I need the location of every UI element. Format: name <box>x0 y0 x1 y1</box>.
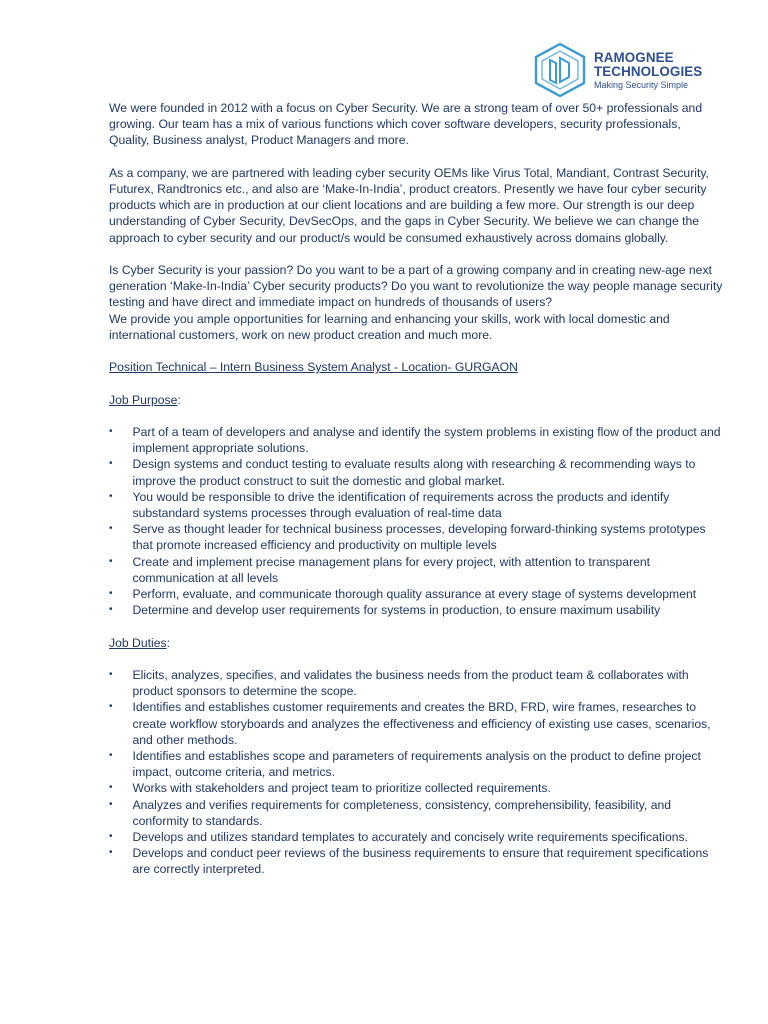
list-item <box>109 699 724 748</box>
list-item-text: Identifies and establishes customer requirements and creates the BRD, FRD, wire frames, researches to create workflow storyboards and analyzes the effectiveness and efficiency of existing use cases, scenarios, and other methods. <box>132 700 711 747</box>
bullet-icon: • <box>109 782 113 794</box>
list-item <box>109 456 724 488</box>
bullet-icon: • <box>109 425 113 437</box>
logo-name-line-2: TECHNOLOGIES <box>594 64 703 79</box>
bullet-icon: • <box>109 847 113 859</box>
job-duties-list <box>109 667 724 878</box>
list-item <box>109 845 724 877</box>
document-body <box>109 100 724 894</box>
intro-paragraph-2: As a company, we are partnered with leading cyber security OEMs like Virus Total, Mandiant, Contrast Security, Futurex, Randtronics etc., and also are ‘Make-In-India’, product creators. Presently we have four cyber security products which are in production at our client locations and are building a few more. Our strength is our deep understanding of Cyber Security, DevSecOps, and the gaps in Cyber Security. We believe we can change the approach to cyber security and our product/s would be consumed exhaustively across domains globally. <box>109 165 709 245</box>
bullet-icon: • <box>109 798 113 810</box>
list-item <box>109 797 724 829</box>
bullet-icon: • <box>109 701 113 713</box>
logo-tagline: Making Security Simple <box>594 80 689 90</box>
list-item <box>109 554 724 586</box>
list-item-text: Design systems and conduct testing to evaluate results along with researching & recommending ways to improve the product construct to suit the domestic and global market. <box>132 457 696 488</box>
list-item-text: Perform, evaluate, and communicate thorough quality assurance at every stage of systems development <box>132 587 697 602</box>
list-item <box>109 586 724 602</box>
list-item-text: Part of a team of developers and analyse and identify the system problems in existing flow of the product and implement appropriate solutions. <box>132 424 721 456</box>
bullet-icon: • <box>109 831 113 843</box>
bullet-icon: • <box>109 458 113 470</box>
list-item <box>109 780 724 796</box>
list-item-text: You would be responsible to drive the identification of requirements across the products and identify substandard systems processes through evaluation of real-time data <box>132 489 670 520</box>
bullet-icon: • <box>109 669 113 680</box>
list-item-text: Develops and conduct peer reviews of the business requirements to ensure that requirement specifications are correctly interpreted. <box>132 846 709 877</box>
position-title-text: Position Technical – Intern Business System Analyst - Location- GURGAON <box>109 360 518 375</box>
logo-wordmark <box>594 51 734 91</box>
bullet-icon: • <box>109 490 113 502</box>
intro-paragraph-3: Is Cyber Security is your passion? Do you want to be a part of a growing company and in creating new-age next generation ‘Make-In-India’ Cyber security products? Do you want to revolutionize the way people manage security testing and have direct and immediate impact on hundreds of thousands of users? <box>109 263 723 310</box>
job-purpose-heading-text: Job Purpose <box>109 392 178 407</box>
list-item-text: Develops and utilizes standard templates to accurately and concisely write requirements specifications. <box>132 830 688 845</box>
list-item-text: Serve as thought leader for technical business processes, developing forward-thinking systems prototypes that promote increased efficiency and productivity on multiple levels <box>132 522 706 553</box>
bullet-icon: • <box>109 555 113 567</box>
list-item <box>109 489 724 521</box>
ramognee-hexagon-logo-icon <box>533 42 587 98</box>
job-duties-colon: : <box>166 635 170 650</box>
list-item <box>109 667 724 699</box>
job-duties-heading <box>109 635 724 651</box>
intro-paragraph-4: We provide you ample opportunities for learning and enhancing your skills, work with local domestic and international customers, work on new product creation and much more. <box>109 311 670 342</box>
list-item-text: Elicits, analyzes, specifies, and validates the business needs from the product team & collaborates with product sponsors to determine the scope. <box>132 668 689 699</box>
list-item <box>109 829 724 845</box>
list-item-text: Works with stakeholders and project team to prioritize collected requirements. <box>132 781 551 796</box>
bullet-icon: • <box>109 523 113 535</box>
list-item-text: Determine and develop user requirements for systems in production, to ensure maximum usability <box>132 603 661 618</box>
list-item <box>109 424 724 456</box>
bullet-icon: • <box>109 750 113 762</box>
job-purpose-heading <box>109 392 724 408</box>
list-item-text: Identifies and establishes scope and parameters of requirements analysis on the product to define project impact, outcome criteria, and metrics. <box>132 749 701 780</box>
job-purpose-list <box>109 424 724 618</box>
bullet-icon: • <box>109 588 113 600</box>
job-duties-heading-text: Job Duties <box>109 635 167 650</box>
bullet-icon: • <box>109 604 113 616</box>
list-item <box>109 521 724 553</box>
logo-name-line-1: RAMOGNEE <box>594 50 674 65</box>
list-item-text: Analyzes and verifies requirements for completeness, consistency, comprehensibility, feasibility, and conformity to standards. <box>132 797 672 828</box>
list-item <box>109 602 724 618</box>
job-purpose-colon: : <box>177 392 181 407</box>
list-item <box>109 748 724 780</box>
company-logo <box>533 42 733 98</box>
position-title <box>109 359 724 375</box>
intro-paragraph-1: We were founded in 2012 with a focus on Cyber Security. We are a strong team of over 50+ professionals and growing. Our team has a mix of various functions which cover software developers, security professionals, Quality, Business analyst, Product Managers and more. <box>109 101 703 148</box>
list-item-text: Create and implement precise management plans for every project, with attention to transparent communication at all levels <box>132 554 651 585</box>
